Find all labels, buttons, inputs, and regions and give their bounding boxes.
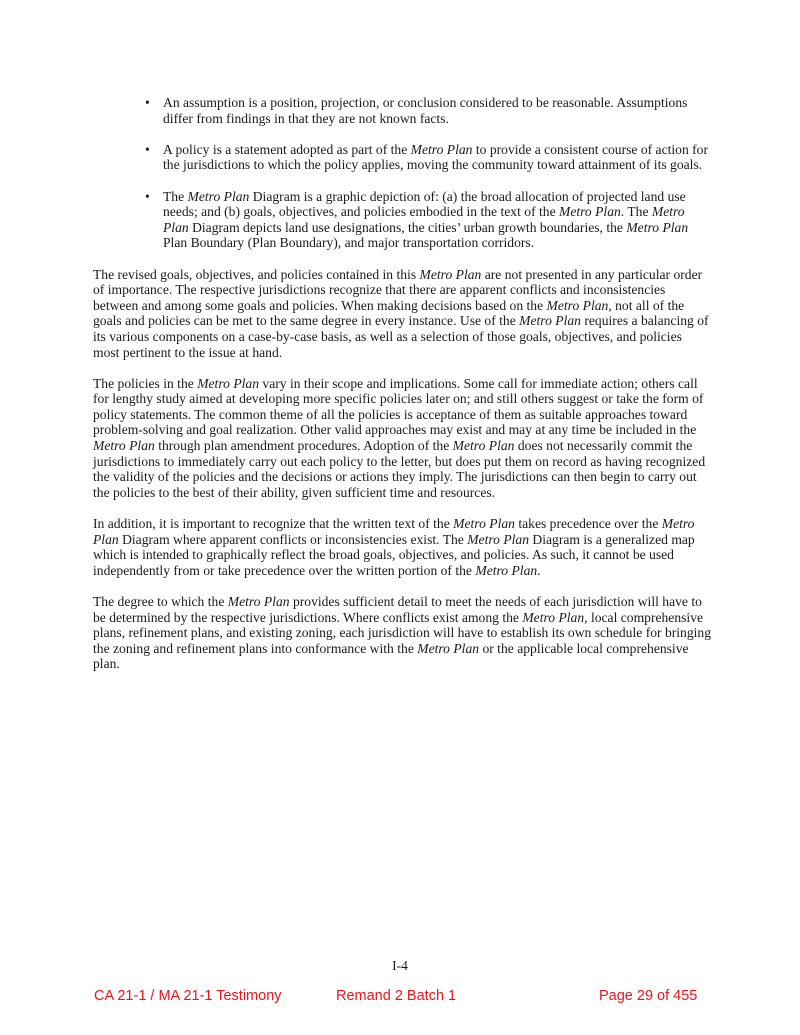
document-title-italic: Metro Plan <box>417 640 480 656</box>
text-run: does not necessarily commit the jurisdictions to immediately carry out each policy to the letter, but does put them on record as having recognized the validity of the policies and the decisions or actions they imply. The jurisdictions can then begin to carry out the policies to the best of their ability, given sufficient time and resources. <box>93 438 706 500</box>
document-title-italic: Metro Plan <box>546 297 609 313</box>
document-title-italic: Metro Plan <box>419 266 482 282</box>
body-paragraph <box>93 516 711 578</box>
text-run: . <box>537 562 541 578</box>
body-paragraph <box>93 267 711 361</box>
footer <box>0 988 800 1008</box>
text-run: , local comprehensive plans, refinement plans, and existing zoning, each jurisdiction will have to establish its own schedule for bringing the zoning and refinement plans into conformance with the <box>93 609 712 656</box>
document-title-italic: Metro Plan <box>187 188 250 204</box>
footer-batch: Remand 2 Batch 1 <box>336 988 457 1004</box>
text-run: provides sufficient detail to meet the needs of each jurisdiction will have to be determined by the respective jurisdictions. Where conflicts exist among the <box>93 594 702 625</box>
bullet-dot-icon: • <box>145 188 150 204</box>
document-title-italic: Metro Plan <box>559 204 621 220</box>
text-run: The policies in the <box>93 375 198 391</box>
body-paragraph <box>93 594 711 672</box>
document-title-italic: Metro Plan <box>519 313 581 329</box>
definition-list <box>93 95 711 251</box>
document-title-italic: Metro Plan <box>93 438 155 454</box>
bullet-item <box>93 189 711 251</box>
document-title-italic: Metro Plan <box>163 204 685 235</box>
footer-page-count: Page 29 of 455 <box>599 988 698 1004</box>
text-run: Diagram is a graphic depiction of: (a) the broad allocation of projected land use needs; and (b) goals, objectives, and policies embodied in the text of the <box>163 188 686 220</box>
text-run: requires a balancing of its various components on a case-by-case basis, as well as a selection of those goals, objectives, and policies most pertinent to the issue at hand. <box>93 313 709 360</box>
text-run: . The <box>620 204 652 220</box>
text-run: through plan amendment procedures. Adoption of the <box>154 438 453 454</box>
document-title-italic: Metro Plan <box>626 219 689 235</box>
document-title-italic: Metro Plan <box>475 562 538 578</box>
document-title-italic: Metro Plan <box>410 141 473 157</box>
text-run: Plan Boundary (Plan Boundary), and major transportation corridors. <box>163 235 535 251</box>
text-run: Diagram where apparent conflicts or inconsistencies exist. The <box>118 531 468 547</box>
text-run: to provide a consistent course of action for the jurisdictions to which the policy applies, moving the community toward attainment of its goals. <box>163 141 709 173</box>
text-run: An assumption is a position, projection, or conclusion considered to be reasonable. Assumptions differ from findings in that they are not known facts. <box>163 95 688 126</box>
bullet-item <box>93 142 711 173</box>
text-run: In addition, it is important to recognize that the written text of the <box>93 516 454 532</box>
text-run: , not all of the goals and policies can be met to the same degree in every instance. Use of the <box>93 297 685 329</box>
text-run: Diagram is a generalized map which is intended to graphically reflect the broad goals, objectives, and policies. As such, it cannot be used independently from or take precedence over the written portion of the <box>93 531 695 578</box>
body-paragraph <box>93 376 711 501</box>
bullet-item <box>93 95 711 126</box>
document-title-italic: Metro Plan <box>227 594 290 609</box>
text-run: A policy is a statement adopted as part of the <box>163 141 411 157</box>
document-title-italic: Metro Plan <box>467 531 530 547</box>
text-run: are not presented in any particular order of importance. The respective jurisdictions recognize that there are apparent conflicts and inconsistencies between and among some goals and policies. When making decisions based on the <box>93 266 703 313</box>
document-title-italic: Metro Plan <box>522 609 585 625</box>
document-title-italic: Metro Plan <box>453 516 515 532</box>
document-title-italic: Metro Plan <box>452 438 515 454</box>
bullet-dot-icon: • <box>145 141 150 157</box>
text-run: or the applicable local comprehensive plan. <box>93 640 689 672</box>
footer-case-id: CA 21-1 / MA 21-1 Testimony <box>94 988 282 1004</box>
document-title-italic: Metro Plan <box>93 516 695 547</box>
text-run: takes precedence over the <box>514 516 662 532</box>
page-number: I-4 <box>392 958 408 973</box>
page-body <box>93 95 711 688</box>
text-run: Diagram depicts land use designations, the cities’ urban growth boundaries, the <box>188 219 627 235</box>
text-run: The degree to which the <box>93 594 228 609</box>
bullet-dot-icon: • <box>145 95 150 110</box>
text-run: The <box>163 188 188 204</box>
document-title-italic: Metro Plan <box>197 375 259 391</box>
text-run: The revised goals, objectives, and policies contained in this <box>93 266 420 282</box>
text-run: vary in their scope and implications. Some call for immediate action; others call for lengthy study aimed at developing more specific policies later on; and still others suggest or take the form of policy statements. The common theme of all the policies is acceptance of them as suitable approaches toward problem-solving and goal realization. Other valid approaches may exist and may at any time be included in the <box>93 375 704 438</box>
